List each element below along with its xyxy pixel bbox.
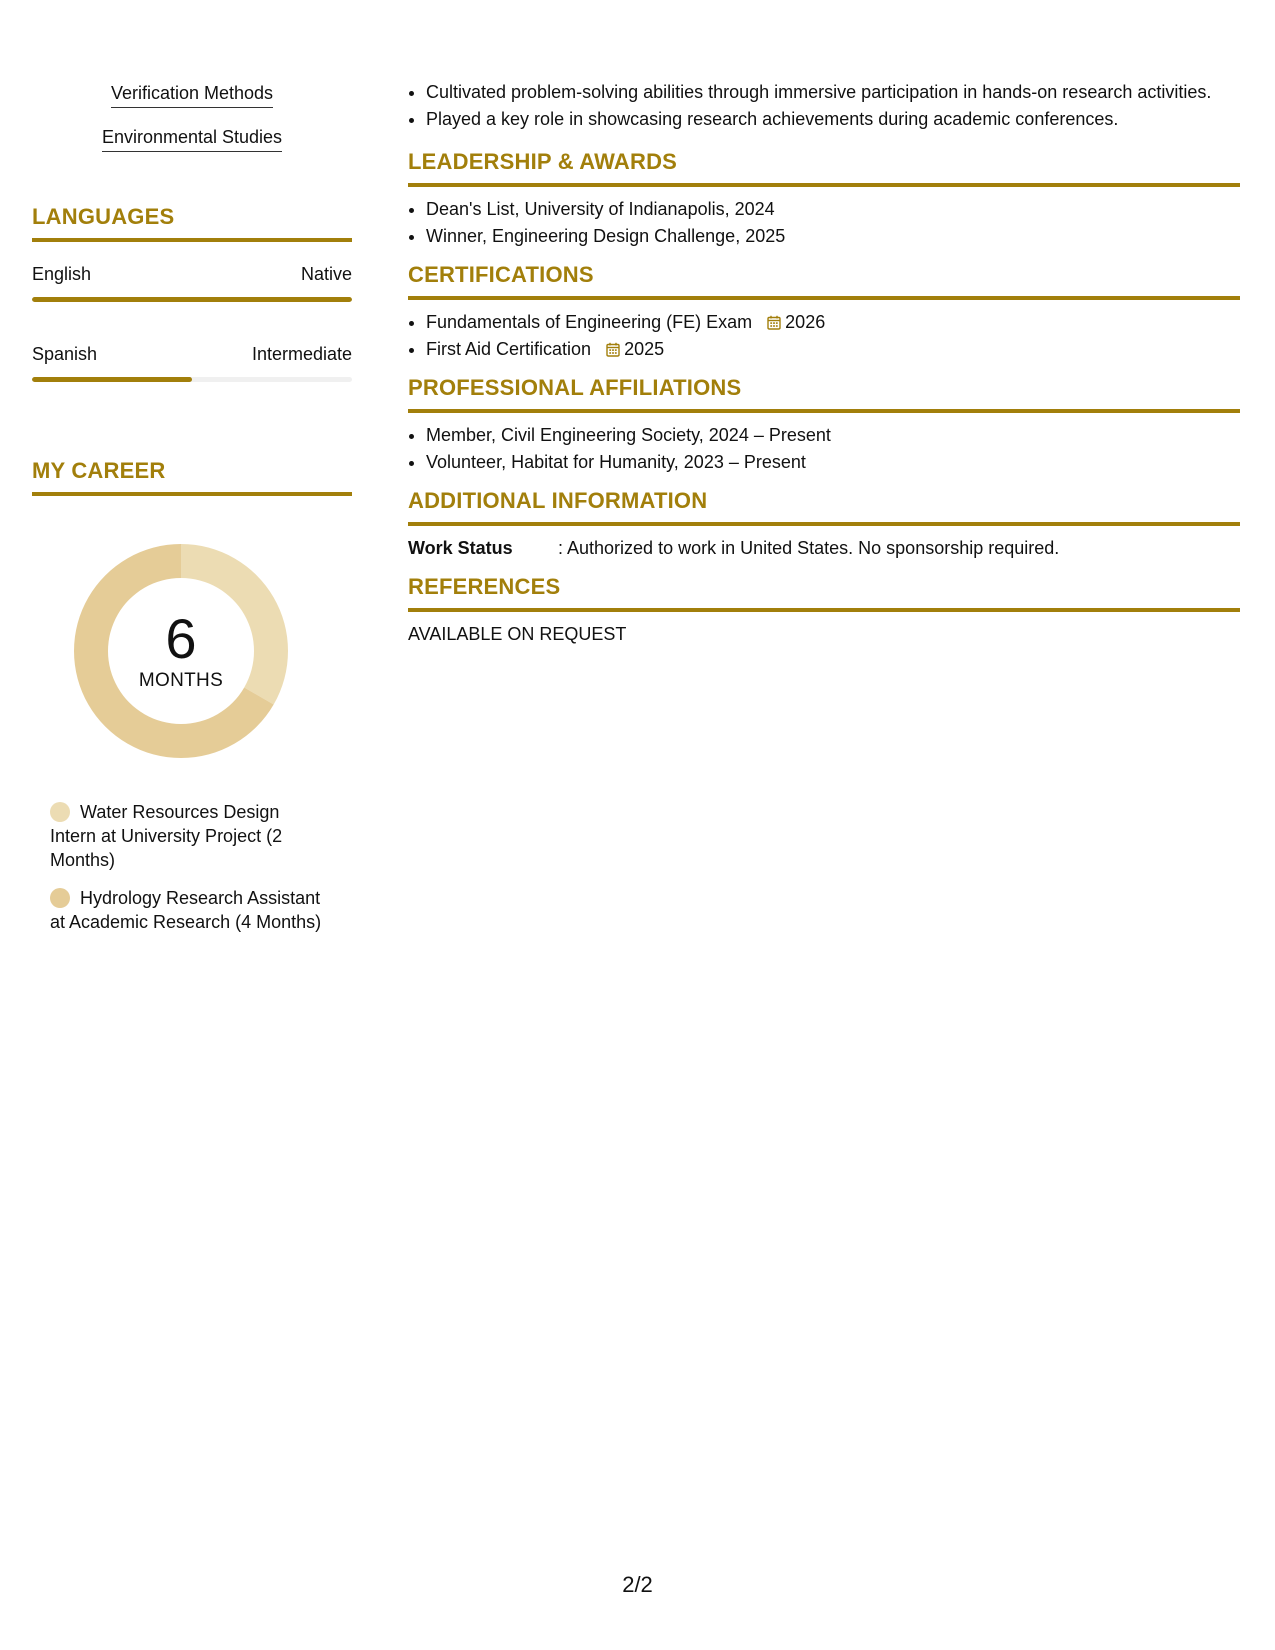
affiliation-item: • Volunteer, Habitat for Humanity, 2023 – Present: [426, 450, 1240, 474]
references-heading: REFERENCES: [408, 574, 1240, 612]
skill-tag: Verification Methods: [111, 82, 273, 108]
language-row: [32, 264, 352, 285]
legend-color-dot: [50, 888, 70, 908]
references-text: AVAILABLE ON REQUEST: [408, 624, 627, 644]
additional-info-heading: ADDITIONAL INFORMATION: [408, 488, 1240, 526]
donut-center: [66, 536, 296, 766]
career-section: [32, 458, 352, 934]
research-bullets: [408, 80, 1240, 131]
certification-name: First Aid Certification: [426, 339, 592, 359]
references-section: [408, 574, 1240, 646]
legend-item: [50, 800, 330, 872]
affiliations-heading: PROFESSIONAL AFFILIATIONS: [408, 375, 1240, 413]
bullet-item: • Cultivated problem-solving abilities through immersive participation in hands-on research activities.: [426, 80, 1240, 104]
language-proficiency-bar: [32, 297, 352, 302]
career-legend: [50, 800, 330, 934]
leadership-section: [408, 149, 1240, 248]
info-value: : Authorized to work in United States. No sponsorship required.: [558, 538, 1060, 558]
certification-name: Fundamentals of Engineering (FE) Exam: [426, 312, 753, 332]
award-item: • Dean's List, University of Indianapolis, 2024: [426, 197, 1240, 221]
language-name: English: [32, 264, 92, 284]
award-item: • Winner, Engineering Design Challenge, 2025: [426, 224, 1240, 248]
certification-year: 2026: [785, 312, 826, 332]
donut-total-unit: MONTHS: [138, 670, 224, 691]
certification-item: [426, 310, 1240, 334]
language-level: Intermediate: [251, 344, 352, 364]
legend-label: Water Resources Design Intern at University Project (2 Months): [50, 802, 283, 870]
career-donut-chart: [66, 536, 296, 766]
certifications-section: [408, 262, 1240, 361]
calendar-icon: [606, 342, 620, 357]
legend-label: Hydrology Research Assistant at Academic Research (4 Months): [50, 888, 322, 932]
certification-item: [426, 337, 1240, 361]
info-row: [408, 536, 1240, 560]
left-column: [32, 82, 352, 948]
language-row: [32, 344, 352, 365]
leadership-heading: LEADERSHIP & AWARDS: [408, 149, 1240, 187]
calendar-icon: [767, 315, 781, 330]
legend-item: [50, 886, 330, 934]
affiliations-section: [408, 375, 1240, 474]
skill-tag: Environmental Studies: [102, 126, 282, 152]
language-level: Native: [300, 264, 352, 284]
language-proficiency-fill: [32, 297, 352, 302]
language-proficiency-bar: [32, 377, 352, 382]
affiliation-item: • Member, Civil Engineering Society, 2024 – Present: [426, 423, 1240, 447]
languages-heading: LANGUAGES: [32, 204, 352, 242]
skill-tags: [32, 82, 352, 152]
donut-total-number: 6: [165, 607, 197, 670]
additional-info-section: [408, 488, 1240, 560]
info-key: Work Status: [408, 538, 513, 558]
language-name: Spanish: [32, 344, 98, 364]
career-heading: MY CAREER: [32, 458, 352, 496]
language-proficiency-fill: [32, 377, 192, 382]
languages-section: [32, 204, 352, 382]
bullet-item: • Played a key role in showcasing research achievements during academic conferences.: [426, 107, 1240, 131]
legend-color-dot: [50, 802, 70, 822]
certifications-heading: CERTIFICATIONS: [408, 262, 1240, 300]
page-number: 2/2: [622, 1572, 653, 1597]
certification-year: 2025: [624, 339, 665, 359]
right-column: [408, 80, 1240, 646]
